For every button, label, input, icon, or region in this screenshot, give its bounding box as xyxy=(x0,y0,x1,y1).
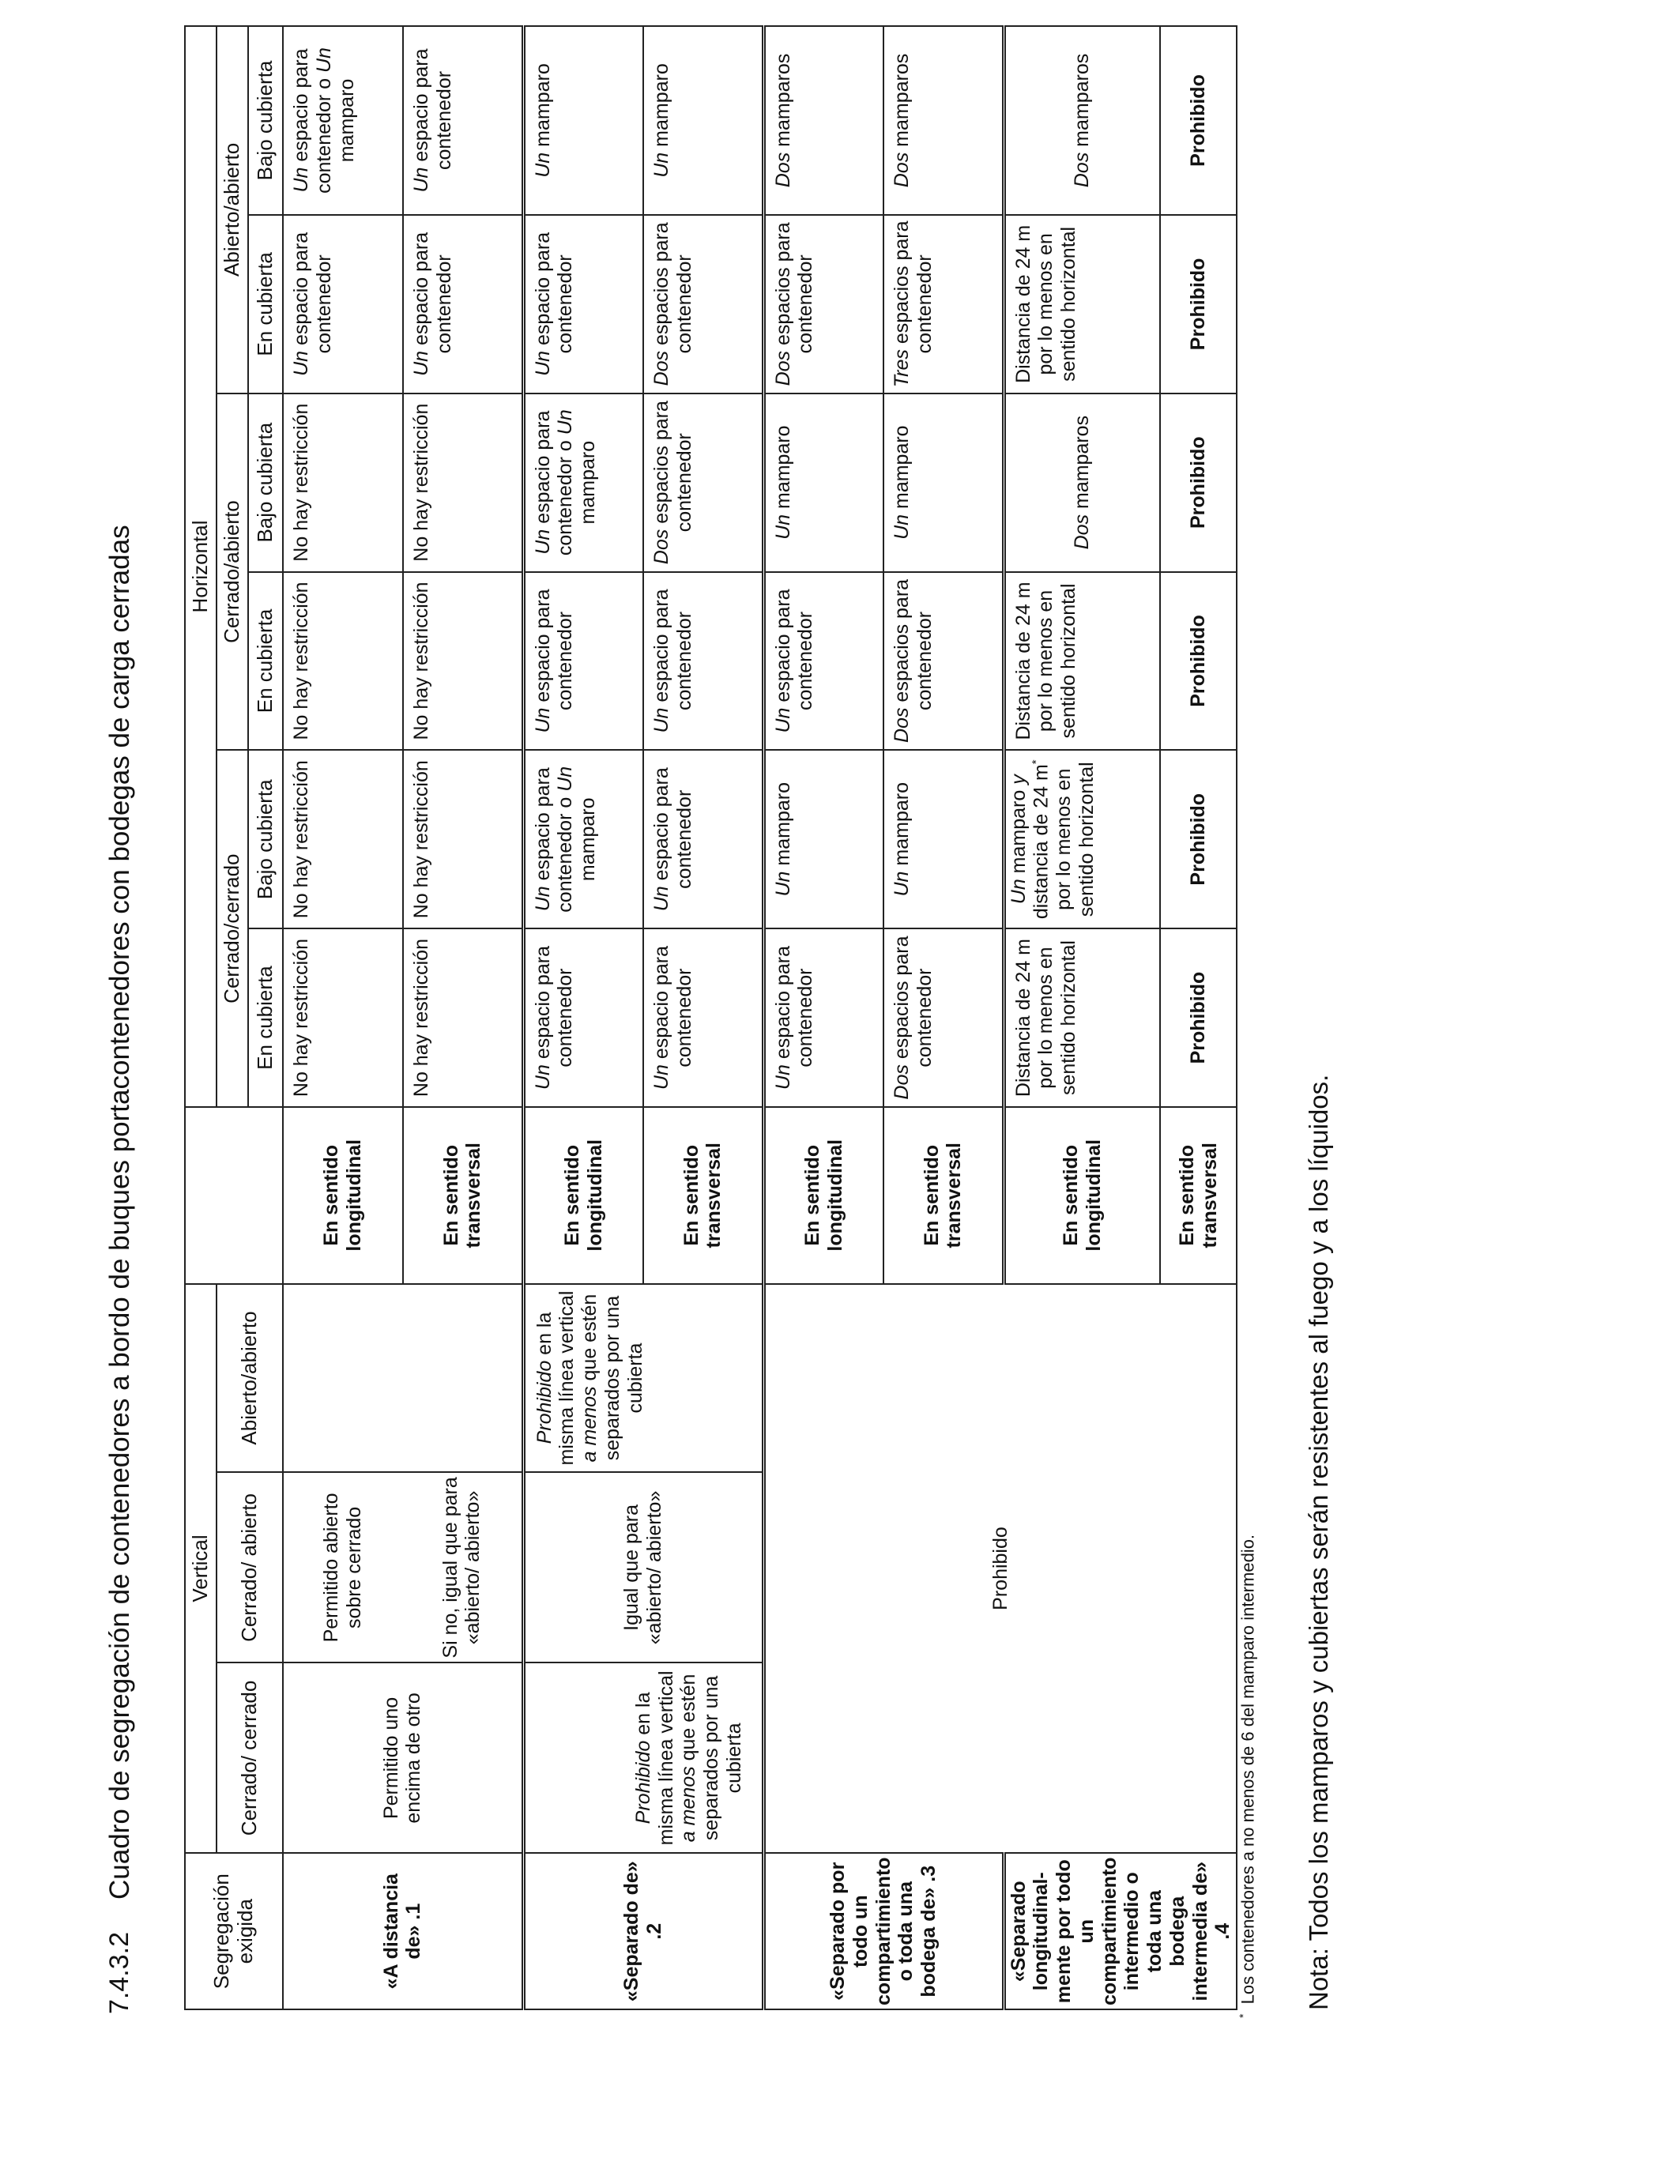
section-number: 7.4.3.2 xyxy=(104,1932,134,2014)
segregation-table xyxy=(184,25,1237,2010)
cell-r2-v-cc: Prohibido en la misma línea vertical a menos que estén separados por una cubierta xyxy=(523,1662,763,1853)
cell-r1t-h3: No hay restricción xyxy=(403,572,523,751)
header-segregacion: Segregación exigida xyxy=(185,1853,283,2009)
cell-r2-v-ca: Igual que para «abierto/ abierto» xyxy=(523,1472,763,1662)
row-label-4: «Separado longitudinal-mente por todo un compartimiento intermedio o toda una bodega intermedia de» .4 xyxy=(1004,1853,1237,2009)
table-title: Cuadro de segregación de contenedores a bordo de buques portacontenedores con bodegas de carga cerradas xyxy=(104,525,135,1900)
cell-r2t-h3: Un espacio para contenedor xyxy=(643,572,763,751)
footnote: * Los contenedores a no menos de 6 del mamparo intermedio. xyxy=(1237,1534,1258,2018)
cell-r2l-h5: Un espacio para contenedor xyxy=(523,215,643,393)
cell-r1t-h5: Un espacio para contenedor xyxy=(403,215,523,393)
cell-r4t-h2: Prohibido xyxy=(1160,750,1237,928)
header-en-cubierta: En cubierta xyxy=(248,215,283,393)
cell-r1-v-ca xyxy=(283,1472,523,1662)
header-v-aa: Abierto/abierto xyxy=(217,1284,283,1473)
cell-r4t-h5: Prohibido xyxy=(1160,215,1237,393)
header-en-cubierta: En cubierta xyxy=(248,928,283,1107)
cell-r2l-h1: Un espacio para contenedor xyxy=(523,928,643,1107)
cell-r3l-h6: Dos mamparos xyxy=(763,26,883,215)
cell-r1-v-ca-b: Si no, igual que para «abierto/ abierto» xyxy=(439,1477,484,1659)
cell-r3l-h5: Dos espacios para contenedor xyxy=(763,215,883,393)
cell-r3l-h1: Un espacio para contenedor xyxy=(763,928,883,1107)
cell-r1-v-aa xyxy=(283,1284,523,1473)
cell-r2t-h5: Dos espacios para contenedor xyxy=(643,215,763,393)
cell-r1-v-ca-a: Permitido abierto sobre cerrado xyxy=(320,1493,366,1643)
cell-r2l-h4: Un espacio para contenedor o Un mamparo xyxy=(523,393,643,572)
cell-r1l-h6: Un espacio para contenedor o Un mamparo xyxy=(283,26,403,215)
cell-r4l-h1: Distancia de 24 m por lo menos en sentido horizontal xyxy=(1004,928,1160,1107)
dir-r1-long: En sentido longitudinal xyxy=(283,1107,403,1284)
header-en-cubierta: En cubierta xyxy=(248,572,283,751)
cell-r1t-h2: No hay restricción xyxy=(403,750,523,928)
cell-r1l-h2: No hay restricción xyxy=(283,750,403,928)
cell-r2t-h4: Dos espacios para contenedor xyxy=(643,393,763,572)
cell-r1l-h4: No hay restricción xyxy=(283,393,403,572)
row-label-2: «Separado de» .2 xyxy=(523,1853,763,2009)
cell-r4t-h1: Prohibido xyxy=(1160,928,1237,1107)
cell-r1t-h6: Un espacio para contenedor xyxy=(403,26,523,215)
cell-r1l-h3: No hay restricción xyxy=(283,572,403,751)
cell-r1l-h1: No hay restricción xyxy=(283,928,403,1107)
header-h-cc: Cerrado/cerrado xyxy=(217,750,248,1107)
cell-r4l-h3: Distancia de 24 m por lo menos en sentido horizontal xyxy=(1004,572,1160,751)
dir-r4-trans: En sentido transversal xyxy=(1160,1107,1237,1284)
cell-r4l-h4: Dos mamparos xyxy=(1004,393,1160,572)
cell-r3l-h3: Un espacio para contenedor xyxy=(763,572,883,751)
header-blank xyxy=(185,1107,283,1284)
dir-r1-trans: En sentido transversal xyxy=(403,1107,523,1284)
dir-r3-trans: En sentido transversal xyxy=(883,1107,1004,1284)
dir-r2-trans: En sentido transversal xyxy=(643,1107,763,1284)
note-text: Todos los mamparos y cubiertas serán resistentes al fuego y a los líquidos. xyxy=(1304,1074,1333,1949)
row-label-1: «A distancia de» .1 xyxy=(283,1853,523,2009)
cell-r4l-h2: Un mamparo y distancia de 24 m* por lo menos en sentido horizontal xyxy=(1004,750,1160,928)
cell-r3l-h2: Un mamparo xyxy=(763,750,883,928)
header-h-ca: Cerrado/abierto xyxy=(217,393,248,751)
cell-r2t-h2: Un espacio para contenedor xyxy=(643,750,763,928)
header-bajo-cubierta: Bajo cubierta xyxy=(248,26,283,215)
cell-r2t-h6: Un mamparo xyxy=(643,26,763,215)
dir-r2-long: En sentido longitudinal xyxy=(523,1107,643,1284)
header-bajo-cubierta: Bajo cubierta xyxy=(248,393,283,572)
cell-r34-vertical: Prohibido xyxy=(763,1284,1237,1854)
header-vertical: Vertical xyxy=(185,1284,217,1854)
cell-r4l-h5: Distancia de 24 m por lo menos en sentido horizontal xyxy=(1004,215,1160,393)
header-v-cc: Cerrado/ cerrado xyxy=(217,1662,283,1853)
note xyxy=(1304,1075,1334,2010)
cell-r3t-h6: Dos mamparos xyxy=(883,26,1004,215)
cell-r2l-h3: Un espacio para contenedor xyxy=(523,572,643,751)
cell-r2l-h6: Un mamparo xyxy=(523,26,643,215)
cell-r1t-h1: No hay restricción xyxy=(403,928,523,1107)
dir-r3-long: En sentido longitudinal xyxy=(763,1107,883,1284)
header-bajo-cubierta: Bajo cubierta xyxy=(248,750,283,928)
cell-r2-v-aa: Prohibido en la misma línea vertical a menos que estén separados por una cubierta xyxy=(523,1284,763,1473)
cell-r2t-h1: Un espacio para contenedor xyxy=(643,928,763,1107)
cell-r1t-h4: No hay restricción xyxy=(403,393,523,572)
cell-r3t-h5: Tres espacios para contenedor xyxy=(883,215,1004,393)
header-horizontal: Horizontal xyxy=(185,26,217,1107)
cell-r3t-h1: Dos espacios para contenedor xyxy=(883,928,1004,1107)
cell-r4l-h6: Dos mamparos xyxy=(1004,26,1160,215)
cell-r3t-h3: Dos espacios para contenedor xyxy=(883,572,1004,751)
cell-r1l-h5: Un espacio para contenedor xyxy=(283,215,403,393)
header-v-ca: Cerrado/ abierto xyxy=(217,1472,283,1662)
cell-r4t-h3: Prohibido xyxy=(1160,572,1237,751)
cell-r3t-h2: Un mamparo xyxy=(883,750,1004,928)
note-label: Nota: xyxy=(1304,1948,1333,2010)
cell-r4t-h6: Prohibido xyxy=(1160,26,1237,215)
dir-r4-long: En sentido longitudinal xyxy=(1004,1107,1160,1284)
cell-r3t-h4: Un mamparo xyxy=(883,393,1004,572)
row-label-3: «Separado por todo un compartimiento o toda una bodega de» .3 xyxy=(763,1853,1004,2009)
cell-r2l-h2: Un espacio para contenedor o Un mamparo xyxy=(523,750,643,928)
cell-r1-v-cc: Permitido uno encima de otro xyxy=(283,1662,523,1853)
header-h-aa: Abierto/abierto xyxy=(217,26,248,393)
cell-r3l-h4: Un mamparo xyxy=(763,393,883,572)
cell-r4t-h4: Prohibido xyxy=(1160,393,1237,572)
